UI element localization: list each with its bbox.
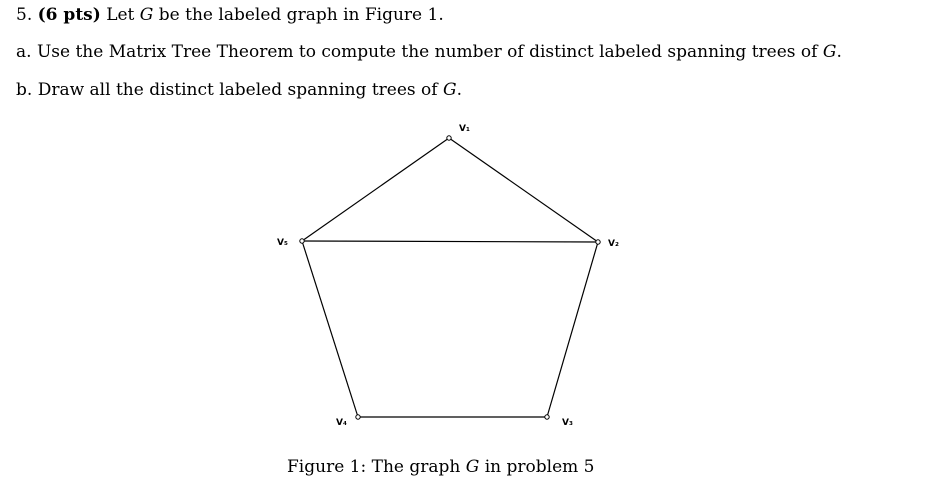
edge-v4-v5 xyxy=(302,241,358,417)
edge-v1-v2 xyxy=(449,138,598,242)
vertex-label-v5: V₅ xyxy=(277,238,288,248)
vertex-v4 xyxy=(356,415,360,419)
vertex-label-v1: V₁ xyxy=(459,124,470,134)
edge-v2-v3 xyxy=(547,242,598,417)
vertex-v5 xyxy=(300,239,304,243)
graph-variable: G xyxy=(442,80,457,100)
vertex-v2 xyxy=(596,240,600,244)
graph-variable: G xyxy=(465,457,480,477)
graph-variable: G xyxy=(139,5,154,25)
part-b: b. Draw all the distinct labeled spanning trees of G. xyxy=(16,80,462,100)
part-b-label: b. xyxy=(16,80,33,100)
vertex-v3 xyxy=(545,415,549,419)
vertex-label-v4: V₄ xyxy=(336,418,347,428)
vertex-label-v3: V₃ xyxy=(562,418,573,428)
part-a: a. Use the Matrix Tree Theorem to compute the number of distinct labeled spanning trees of G. xyxy=(16,42,842,62)
vertex-label-v2: V₂ xyxy=(608,239,619,249)
problem-number: 5. xyxy=(16,5,33,25)
graph-variable: G xyxy=(822,42,837,62)
figure-caption: Figure 1: The graph G in problem 5 xyxy=(287,457,595,477)
part-a-label: a. xyxy=(16,42,32,62)
edge-v1-v5 xyxy=(302,138,449,241)
vertex-v1 xyxy=(447,136,451,140)
edge-v2-v5 xyxy=(302,241,598,242)
problem-points: (6 pts) xyxy=(37,5,101,25)
problem-statement: 5. (6 pts) Let G be the labeled graph in Figure 1. xyxy=(16,5,444,25)
